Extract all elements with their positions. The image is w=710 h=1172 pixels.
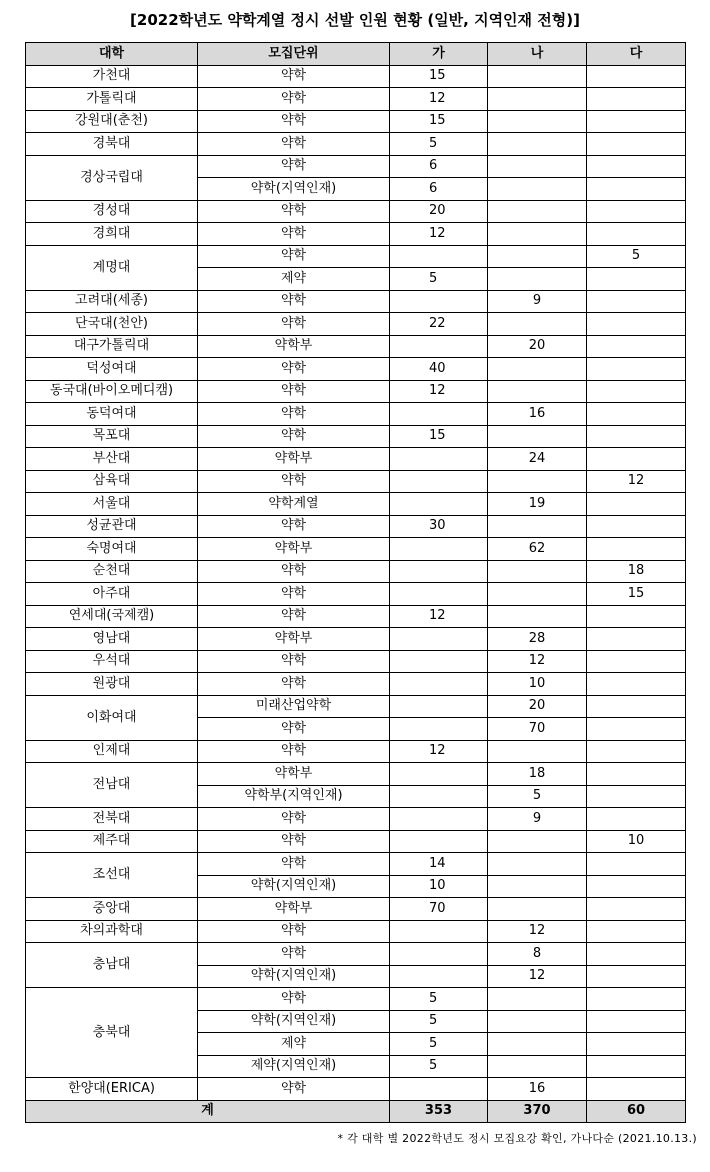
count-da <box>587 1055 686 1078</box>
recruit-unit: 약학(지역인재) <box>198 965 390 988</box>
count-da <box>587 988 686 1011</box>
count-ga <box>390 785 488 808</box>
recruit-unit: 약학 <box>198 718 390 741</box>
count-ga <box>390 335 488 358</box>
recruit-unit: 약학부(지역인재) <box>198 785 390 808</box>
count-na: 5 <box>488 785 587 808</box>
count-na: 62 <box>488 538 587 561</box>
university-name: 경상국립대 <box>26 155 198 200</box>
table-row <box>26 133 686 156</box>
count-da <box>587 290 686 313</box>
table-row <box>26 808 686 831</box>
table-row <box>26 380 686 403</box>
count-na <box>488 830 587 853</box>
header-univ: 대학 <box>26 43 198 66</box>
count-da <box>587 538 686 561</box>
count-na: 16 <box>488 1078 587 1101</box>
count-na <box>488 515 587 538</box>
admission-table <box>25 42 686 1123</box>
count-da: 12 <box>587 470 686 493</box>
university-name: 목포대 <box>26 425 198 448</box>
recruit-unit: 제약(지역인재) <box>198 1055 390 1078</box>
recruit-unit: 약학(지역인재) <box>198 178 390 201</box>
count-na <box>488 200 587 223</box>
count-ga: 10 <box>390 875 488 898</box>
count-ga <box>390 830 488 853</box>
table-row <box>26 223 686 246</box>
count-da <box>587 65 686 88</box>
recruit-unit: 약학 <box>198 808 390 831</box>
count-ga: 12 <box>390 740 488 763</box>
recruit-unit: 약학 <box>198 88 390 111</box>
count-ga <box>390 808 488 831</box>
header-unit: 모집단위 <box>198 43 390 66</box>
count-da <box>587 133 686 156</box>
count-da <box>587 493 686 516</box>
recruit-unit: 약학 <box>198 853 390 876</box>
total-row <box>26 1100 686 1123</box>
count-ga <box>390 920 488 943</box>
count-ga: 12 <box>390 380 488 403</box>
count-na: 19 <box>488 493 587 516</box>
table-row <box>26 425 686 448</box>
recruit-unit: 약학 <box>198 470 390 493</box>
count-na: 16 <box>488 403 587 426</box>
university-name: 서울대 <box>26 493 198 516</box>
count-na <box>488 268 587 291</box>
count-da: 15 <box>587 583 686 606</box>
count-ga <box>390 538 488 561</box>
count-na: 24 <box>488 448 587 471</box>
count-da <box>587 740 686 763</box>
recruit-unit: 약학 <box>198 425 390 448</box>
count-da <box>587 785 686 808</box>
total-na: 370 <box>488 1100 587 1123</box>
recruit-unit: 약학 <box>198 65 390 88</box>
count-da <box>587 965 686 988</box>
table-row <box>26 65 686 88</box>
header-na: 나 <box>488 43 587 66</box>
header-da: 다 <box>587 43 686 66</box>
university-name: 덕성여대 <box>26 358 198 381</box>
recruit-unit: 약학 <box>198 515 390 538</box>
count-da <box>587 110 686 133</box>
university-name: 동국대(바이오메디캠) <box>26 380 198 403</box>
recruit-unit: 약학 <box>198 583 390 606</box>
university-name: 부산대 <box>26 448 198 471</box>
count-ga: 5 <box>390 988 488 1011</box>
university-name: 경성대 <box>26 200 198 223</box>
count-ga <box>390 560 488 583</box>
count-na <box>488 245 587 268</box>
recruit-unit: 제약 <box>198 268 390 291</box>
count-ga: 14 <box>390 853 488 876</box>
count-da <box>587 695 686 718</box>
count-da <box>587 898 686 921</box>
university-name: 단국대(천안) <box>26 313 198 336</box>
count-na <box>488 178 587 201</box>
count-na <box>488 313 587 336</box>
recruit-unit: 약학부 <box>198 538 390 561</box>
footnote: * 각 대학 별 2022학년도 정시 모집요강 확인, 가나다순 (2021.10.13.) <box>337 1132 697 1145</box>
university-name: 전북대 <box>26 808 198 831</box>
count-da <box>587 808 686 831</box>
count-da <box>587 178 686 201</box>
count-da <box>587 268 686 291</box>
university-name: 가천대 <box>26 65 198 88</box>
count-na: 20 <box>488 335 587 358</box>
recruit-unit: 약학 <box>198 133 390 156</box>
university-name: 숙명여대 <box>26 538 198 561</box>
count-ga <box>390 763 488 786</box>
count-na: 9 <box>488 290 587 313</box>
university-name: 원광대 <box>26 673 198 696</box>
count-na: 12 <box>488 650 587 673</box>
count-na <box>488 380 587 403</box>
recruit-unit: 약학 <box>198 988 390 1011</box>
count-da <box>587 223 686 246</box>
table-row <box>26 110 686 133</box>
count-na <box>488 470 587 493</box>
count-na: 8 <box>488 943 587 966</box>
count-na <box>488 223 587 246</box>
table-row <box>26 920 686 943</box>
count-na <box>488 1033 587 1056</box>
table-row <box>26 88 686 111</box>
count-ga <box>390 470 488 493</box>
recruit-unit: 약학 <box>198 1078 390 1101</box>
university-name: 아주대 <box>26 583 198 606</box>
recruit-unit: 약학 <box>198 200 390 223</box>
count-da <box>587 358 686 381</box>
recruit-unit: 약학 <box>198 560 390 583</box>
table-row <box>26 560 686 583</box>
count-ga <box>390 403 488 426</box>
recruit-unit: 약학 <box>198 155 390 178</box>
recruit-unit: 약학 <box>198 740 390 763</box>
recruit-unit: 약학 <box>198 830 390 853</box>
count-na <box>488 583 587 606</box>
count-da <box>587 920 686 943</box>
count-da <box>587 628 686 651</box>
university-name: 중앙대 <box>26 898 198 921</box>
count-na <box>488 155 587 178</box>
table-row <box>26 943 686 966</box>
count-ga: 40 <box>390 358 488 381</box>
university-name: 전남대 <box>26 763 198 808</box>
count-da <box>587 673 686 696</box>
table-row <box>26 290 686 313</box>
table-row <box>26 740 686 763</box>
count-na: 18 <box>488 763 587 786</box>
count-na <box>488 425 587 448</box>
count-na <box>488 988 587 1011</box>
count-na <box>488 560 587 583</box>
recruit-unit: 약학계열 <box>198 493 390 516</box>
count-ga: 22 <box>390 313 488 336</box>
count-da <box>587 605 686 628</box>
count-ga: 15 <box>390 65 488 88</box>
recruit-unit: 약학 <box>198 313 390 336</box>
table-row <box>26 628 686 651</box>
count-da <box>587 650 686 673</box>
table-row <box>26 1078 686 1101</box>
count-na: 12 <box>488 920 587 943</box>
count-na <box>488 133 587 156</box>
table-row <box>26 155 686 178</box>
count-ga <box>390 1078 488 1101</box>
count-da <box>587 425 686 448</box>
table-row <box>26 358 686 381</box>
table-row <box>26 988 686 1011</box>
count-na <box>488 853 587 876</box>
university-name: 한양대(ERICA) <box>26 1078 198 1101</box>
count-da <box>587 313 686 336</box>
count-da: 10 <box>587 830 686 853</box>
count-ga <box>390 583 488 606</box>
count-da: 18 <box>587 560 686 583</box>
recruit-unit: 약학 <box>198 403 390 426</box>
university-name: 우석대 <box>26 650 198 673</box>
table-row <box>26 830 686 853</box>
count-ga: 15 <box>390 110 488 133</box>
table-row <box>26 493 686 516</box>
university-name: 계명대 <box>26 245 198 290</box>
recruit-unit: 약학(지역인재) <box>198 1010 390 1033</box>
university-name: 삼육대 <box>26 470 198 493</box>
count-na <box>488 88 587 111</box>
university-name: 가톨릭대 <box>26 88 198 111</box>
table-row <box>26 313 686 336</box>
university-name: 강원대(춘천) <box>26 110 198 133</box>
count-ga: 12 <box>390 605 488 628</box>
count-na <box>488 358 587 381</box>
count-da <box>587 1033 686 1056</box>
table-row <box>26 898 686 921</box>
count-ga <box>390 290 488 313</box>
count-ga: 12 <box>390 223 488 246</box>
count-ga <box>390 448 488 471</box>
recruit-unit: 약학(지역인재) <box>198 875 390 898</box>
count-da <box>587 448 686 471</box>
count-ga <box>390 695 488 718</box>
university-name: 영남대 <box>26 628 198 651</box>
count-ga: 5 <box>390 1010 488 1033</box>
count-ga <box>390 493 488 516</box>
table-row <box>26 673 686 696</box>
count-da <box>587 200 686 223</box>
university-name: 충남대 <box>26 943 198 988</box>
recruit-unit: 약학 <box>198 110 390 133</box>
university-name: 인제대 <box>26 740 198 763</box>
recruit-unit: 약학 <box>198 943 390 966</box>
count-ga: 12 <box>390 88 488 111</box>
count-ga: 30 <box>390 515 488 538</box>
total-label: 계 <box>26 1100 390 1123</box>
table-row <box>26 245 686 268</box>
count-da <box>587 1078 686 1101</box>
recruit-unit: 약학 <box>198 380 390 403</box>
count-ga <box>390 673 488 696</box>
table-row <box>26 853 686 876</box>
count-na: 20 <box>488 695 587 718</box>
table-row <box>26 403 686 426</box>
recruit-unit: 약학부 <box>198 898 390 921</box>
count-ga: 5 <box>390 1055 488 1078</box>
count-na: 70 <box>488 718 587 741</box>
header-ga: 가 <box>390 43 488 66</box>
count-na <box>488 1010 587 1033</box>
count-da <box>587 1010 686 1033</box>
recruit-unit: 미래산업약학 <box>198 695 390 718</box>
count-da <box>587 380 686 403</box>
count-na <box>488 740 587 763</box>
university-name: 조선대 <box>26 853 198 898</box>
count-ga <box>390 628 488 651</box>
count-ga <box>390 943 488 966</box>
university-name: 경희대 <box>26 223 198 246</box>
university-name: 이화여대 <box>26 695 198 740</box>
university-name: 차의과학대 <box>26 920 198 943</box>
count-na <box>488 898 587 921</box>
university-name: 동덕여대 <box>26 403 198 426</box>
count-na <box>488 110 587 133</box>
recruit-unit: 약학 <box>198 650 390 673</box>
recruit-unit: 약학 <box>198 605 390 628</box>
university-name: 연세대(국제캠) <box>26 605 198 628</box>
page-title: [2022학년도 약학계열 정시 선발 인원 현황 (일반, 지역인재 전형)] <box>130 11 580 29</box>
count-da <box>587 155 686 178</box>
table-row <box>26 605 686 628</box>
header-row <box>26 43 686 66</box>
recruit-unit: 약학 <box>198 223 390 246</box>
table-row <box>26 200 686 223</box>
count-da <box>587 875 686 898</box>
count-da <box>587 853 686 876</box>
university-name: 고려대(세종) <box>26 290 198 313</box>
count-ga: 70 <box>390 898 488 921</box>
total-da: 60 <box>587 1100 686 1123</box>
count-na: 9 <box>488 808 587 831</box>
count-ga: 6 <box>390 178 488 201</box>
table-row <box>26 335 686 358</box>
recruit-unit: 약학 <box>198 245 390 268</box>
count-na: 10 <box>488 673 587 696</box>
count-ga: 15 <box>390 425 488 448</box>
count-na: 12 <box>488 965 587 988</box>
count-da <box>587 335 686 358</box>
count-ga: 5 <box>390 133 488 156</box>
count-ga: 5 <box>390 1033 488 1056</box>
count-da <box>587 943 686 966</box>
table-row <box>26 695 686 718</box>
count-da <box>587 763 686 786</box>
count-da <box>587 718 686 741</box>
recruit-unit: 약학부 <box>198 763 390 786</box>
recruit-unit: 약학부 <box>198 448 390 471</box>
count-ga <box>390 965 488 988</box>
count-da <box>587 403 686 426</box>
table-row <box>26 515 686 538</box>
count-da <box>587 515 686 538</box>
count-na <box>488 1055 587 1078</box>
total-ga: 353 <box>390 1100 488 1123</box>
count-da: 5 <box>587 245 686 268</box>
table-row <box>26 583 686 606</box>
table-row <box>26 650 686 673</box>
university-name: 성균관대 <box>26 515 198 538</box>
count-na <box>488 875 587 898</box>
recruit-unit: 약학 <box>198 673 390 696</box>
university-name: 제주대 <box>26 830 198 853</box>
count-da <box>587 88 686 111</box>
count-ga <box>390 650 488 673</box>
count-ga: 5 <box>390 268 488 291</box>
table-row <box>26 448 686 471</box>
table-row <box>26 763 686 786</box>
university-name: 경북대 <box>26 133 198 156</box>
count-ga <box>390 718 488 741</box>
university-name: 대구가톨릭대 <box>26 335 198 358</box>
recruit-unit: 약학 <box>198 290 390 313</box>
count-ga: 6 <box>390 155 488 178</box>
count-na <box>488 605 587 628</box>
recruit-unit: 약학부 <box>198 335 390 358</box>
count-na <box>488 65 587 88</box>
recruit-unit: 약학부 <box>198 628 390 651</box>
count-ga: 20 <box>390 200 488 223</box>
count-ga <box>390 245 488 268</box>
recruit-unit: 약학 <box>198 920 390 943</box>
table-row <box>26 538 686 561</box>
university-name: 순천대 <box>26 560 198 583</box>
university-name: 충북대 <box>26 988 198 1078</box>
count-na: 28 <box>488 628 587 651</box>
table-row <box>26 470 686 493</box>
recruit-unit: 약학 <box>198 358 390 381</box>
recruit-unit: 제약 <box>198 1033 390 1056</box>
